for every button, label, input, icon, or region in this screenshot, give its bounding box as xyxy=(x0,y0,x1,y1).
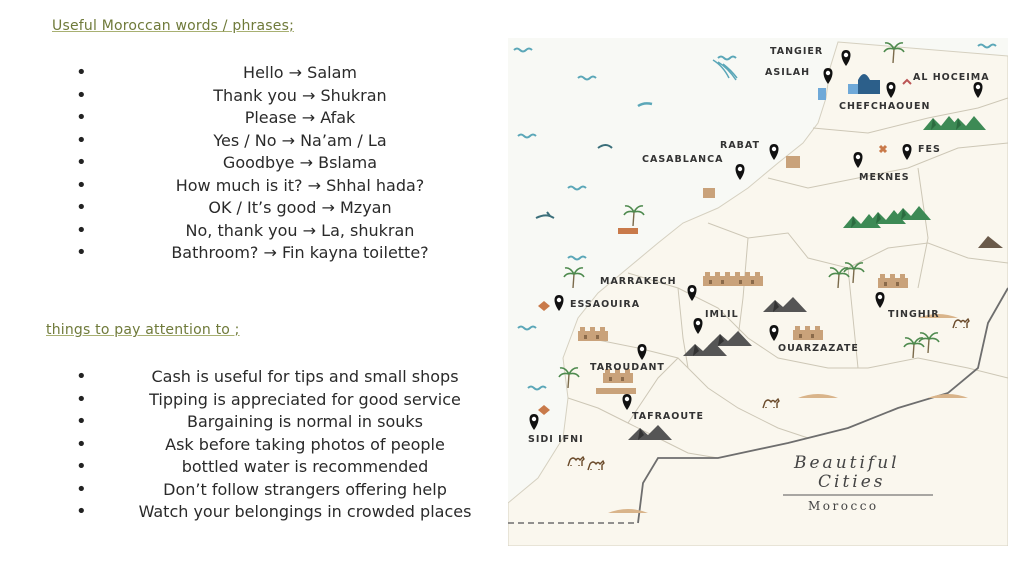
city-label-tafraoute: Tafraoute xyxy=(632,411,705,422)
map-subtitle: Morocco xyxy=(808,499,879,513)
list-item: • No, thank you → La, shukran xyxy=(60,220,510,243)
city-label-essaouira: Essaouira xyxy=(570,299,641,310)
city-label-imlil: Imlil xyxy=(705,309,739,320)
morocco-map xyxy=(508,38,1008,546)
list-item: • Bathroom? → Fin kayna toilette? xyxy=(60,242,510,265)
list-item: • Watch your belongings in crowded places xyxy=(60,501,510,524)
tips-list xyxy=(60,366,510,524)
list-item: • Tipping is appreciated for good service xyxy=(60,389,510,412)
list-item: • Goodbye → Bslama xyxy=(60,152,510,175)
phrases-heading: Useful Moroccan words / phrases; xyxy=(52,18,294,34)
list-item: • OK / It’s good → Mzyan xyxy=(60,197,510,220)
city-label-ouarzazate: Ouarzazate xyxy=(778,343,859,354)
city-label-tinghir: Tinghir xyxy=(888,309,940,320)
list-item: • bottled water is recommended xyxy=(60,456,510,479)
list-item: • Please → Afak xyxy=(60,107,510,130)
phrases-list xyxy=(60,62,510,265)
city-label-marrakech: Marrakech xyxy=(600,276,677,287)
list-item: • How much is it? → Shhal hada? xyxy=(60,175,510,198)
city-label-fes: Fes xyxy=(918,144,941,155)
city-label-sidi-ifni: Sidi Ifni xyxy=(528,434,584,445)
list-item: • Thank you → Shukran xyxy=(60,85,510,108)
city-label-tangier: Tangier xyxy=(770,46,824,57)
map-title-line1: Beautiful xyxy=(794,453,900,473)
city-label-al-hoceima: Al Hoceima xyxy=(913,72,990,83)
city-label-taroudant: Taroudant xyxy=(590,362,665,373)
city-label-rabat: Rabat xyxy=(720,140,761,151)
list-item: • Ask before taking photos of people xyxy=(60,434,510,457)
city-label-chefchaouen: Chefchaouen xyxy=(839,101,931,112)
list-item: • Don’t follow strangers offering help xyxy=(60,479,510,502)
list-item: • Cash is useful for tips and small shops xyxy=(60,366,510,389)
city-label-meknes: Meknes xyxy=(859,172,910,183)
tips-heading: things to pay attention to ; xyxy=(46,322,240,338)
city-label-asilah: Asilah xyxy=(765,67,811,78)
list-item: • Yes / No → Na’am / La xyxy=(60,130,510,153)
city-label-casablanca: Casablanca xyxy=(642,154,724,165)
list-item: • Bargaining is normal in souks xyxy=(60,411,510,434)
map-title-line2: Cities xyxy=(818,472,886,492)
list-item: • Hello → Salam xyxy=(60,62,510,85)
